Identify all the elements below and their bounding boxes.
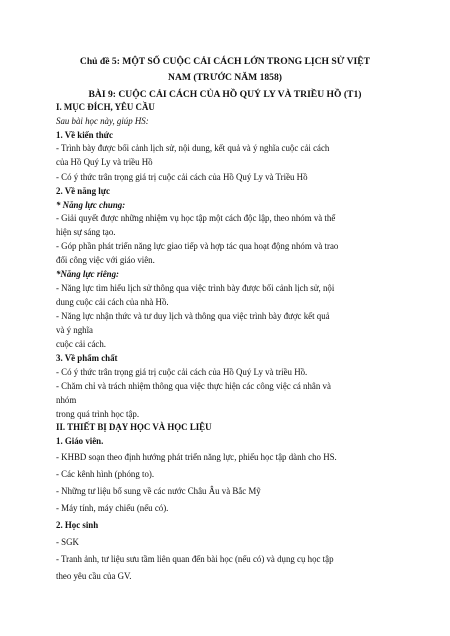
quality-line-1: - Có ý thức trân trọng giá trị cuộc cải cách của Hồ Quý Ly và triều Hồ. [56, 367, 308, 377]
lesson-title: BÀI 9: CUỘC CẢI CÁCH CỦA HỒ QUÝ LY VÀ TRIỀU HỒ (T1) [88, 89, 362, 100]
topic-title-line-2: NAM (TRƯỚC NĂM 1858) [168, 72, 282, 83]
specific-competency-line-2: dung cuộc cải cách của nhà Hồ. [56, 297, 169, 307]
general-competency-line-4: đổi công việc với giáo viên. [56, 255, 155, 265]
teacher-line-1: - KHBD soạn theo định hướng phát triển năng lực, phiếu học tập dành cho HS. [56, 452, 337, 462]
quality-line-3: nhóm [56, 395, 77, 405]
specific-competency-line-3: - Năng lực nhận thức và tư duy lịch và thông qua việc trình bày được kết quả [56, 311, 330, 321]
quality-line-4: trong quá trình học tập. [56, 409, 140, 419]
general-competency-heading: * Năng lực chung: [56, 200, 126, 210]
knowledge-line-3: - Có ý thức trân trọng giá trị cuộc cải cách của Hồ Quý Ly và Triều Hồ [56, 172, 308, 182]
teacher-line-3: - Những tư liệu bổ sung về các nước Châu Âu và Bắc Mỹ [56, 486, 261, 496]
topic-title-line-1: Chủ đề 5: MỘT SỐ CUỘC CẢI CÁCH LỚN TRONG LỊCH SỬ VIỆT [79, 56, 371, 67]
knowledge-line-1: - Trình bày được bối cảnh lịch sử, nội dung, kết quả và ý nghĩa cuộc cải cách [56, 143, 330, 153]
specific-competency-line-4: và ý nghĩa [56, 325, 93, 335]
student-line-1: - SGK [56, 537, 79, 547]
quality-line-2: - Chăm chỉ và trách nhiệm thông qua việc thực hiện các công việc cá nhân và [56, 381, 331, 391]
teacher-line-4: - Máy tính, máy chiếu (nếu có). [56, 503, 169, 513]
knowledge-line-2: của Hồ Quý Ly và triều Hồ [56, 157, 153, 167]
general-competency-line-1: - Giải quyết được những nhiệm vụ học tập một cách độc lập, theo nhóm và thể [56, 213, 336, 223]
specific-competency-heading: *Năng lực riêng: [56, 269, 120, 279]
specific-competency-line-5: cuộc cải cách. [56, 339, 107, 349]
teacher-heading: 1. Giáo viên. [56, 436, 104, 446]
section-2-heading: II. THIẾT BỊ DẠY HỌC VÀ HỌC LIỆU [56, 422, 212, 432]
general-competency-line-3: - Góp phần phát triển năng lực giao tiếp và hợp tác qua hoạt động nhóm và trao [56, 241, 339, 251]
knowledge-heading: 1. Về kiến thức [56, 130, 113, 140]
general-competency-line-2: hiện sự sáng tạo. [56, 227, 116, 237]
student-heading: 2. Học sinh [56, 520, 99, 530]
section-1-intro: Sau bài học này, giúp HS: [56, 116, 149, 126]
specific-competency-line-1: - Năng lực tìm hiểu lịch sử thông qua việc trình bày được bối cảnh lịch sử, nội [56, 283, 335, 293]
teacher-line-2: - Các kênh hình (phóng to). [56, 469, 155, 479]
section-1-heading: I. MỤC ĐÍCH, YÊU CẦU [56, 102, 155, 112]
competency-heading: 2. Về năng lực [56, 186, 110, 196]
quality-heading: 3. Về phẩm chất [56, 353, 118, 363]
student-line-2: - Tranh ảnh, tư liệu sưu tầm liên quan đến bài học (nếu có) và dụng cụ học tập [56, 554, 334, 564]
student-line-3: theo yêu cầu của GV. [56, 571, 132, 581]
